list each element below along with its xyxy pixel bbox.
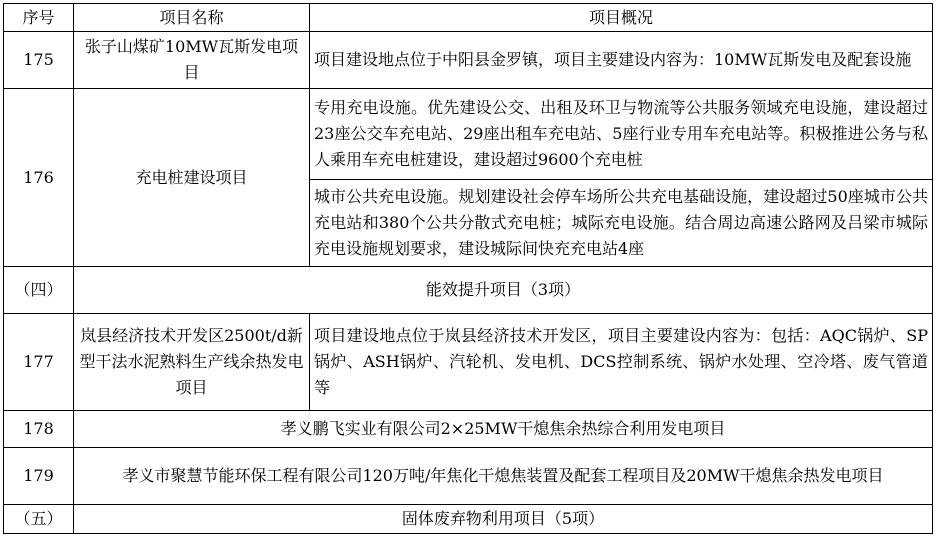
project-overview-part: 专用充电设施。优先建设公交、出租及环卫与物流等公共服务领域充电设施，建设超过23座公交车充电站、29座出租车充电站、5座行业专用车充电站等。积极推进公务与私人乘用车充电桩建设，建设超过9600个充电桩 [310,89,933,180]
section-row [4,267,933,314]
row-seq: 177 [4,314,74,411]
project-merged-text: 孝义市聚慧节能环保工程有限公司120万吨/年焦化干熄焦装置及配套工程项目及20MW干熄焦余热发电项目 [74,448,933,505]
row-seq: 176 [4,89,74,267]
project-name: 张子山煤矿10MW瓦斯发电项目 [74,32,310,89]
section-number: （五） [4,505,74,534]
header-seq: 序号 [4,4,74,32]
table-row [4,448,933,505]
table-row [4,32,933,89]
row-seq: 178 [4,411,74,448]
project-name: 岚县经济技术开发区2500t/d新型干法水泥熟料生产线余热发电项目 [74,314,310,411]
project-merged-text: 孝义鹏飞实业有限公司2×25MW干熄焦余热综合利用发电项目 [74,411,933,448]
project-overview: 项目建设地点位于岚县经济技术开发区，项目主要建设内容为：包括：AQC锅炉、SP锅炉、ASH锅炉、汽轮机、发电机、DCS控制系统、锅炉水处理、空冷塔、废气管道等 [310,314,933,411]
section-number: （四） [4,267,74,314]
table-row [4,411,933,448]
section-title: 固体废弃物利用项目（5项） [74,505,933,534]
row-seq: 175 [4,32,74,89]
table-header-row [4,4,933,32]
row-seq: 179 [4,448,74,505]
header-overview: 项目概况 [310,4,933,32]
section-row [4,505,933,534]
table-row [4,314,933,411]
header-name: 项目名称 [74,4,310,32]
project-overview: 项目建设地点位于中阳县金罗镇，项目主要建设内容为：10MW瓦斯发电及配套设施 [310,32,933,89]
section-title: 能效提升项目（3项） [74,267,933,314]
project-name: 充电桩建设项目 [74,89,310,267]
project-table [3,3,933,534]
project-overview-part: 城市公共充电设施。规划建设社会停车场所公共充电基础设施，建设超过50座城市公共充电站和380个公共分散式充电桩；城际充电设施。结合周边高速公路网及吕梁市城际充电设施规划要求，建设城际间快充充电站4座 [310,180,933,267]
table-row [4,89,933,180]
